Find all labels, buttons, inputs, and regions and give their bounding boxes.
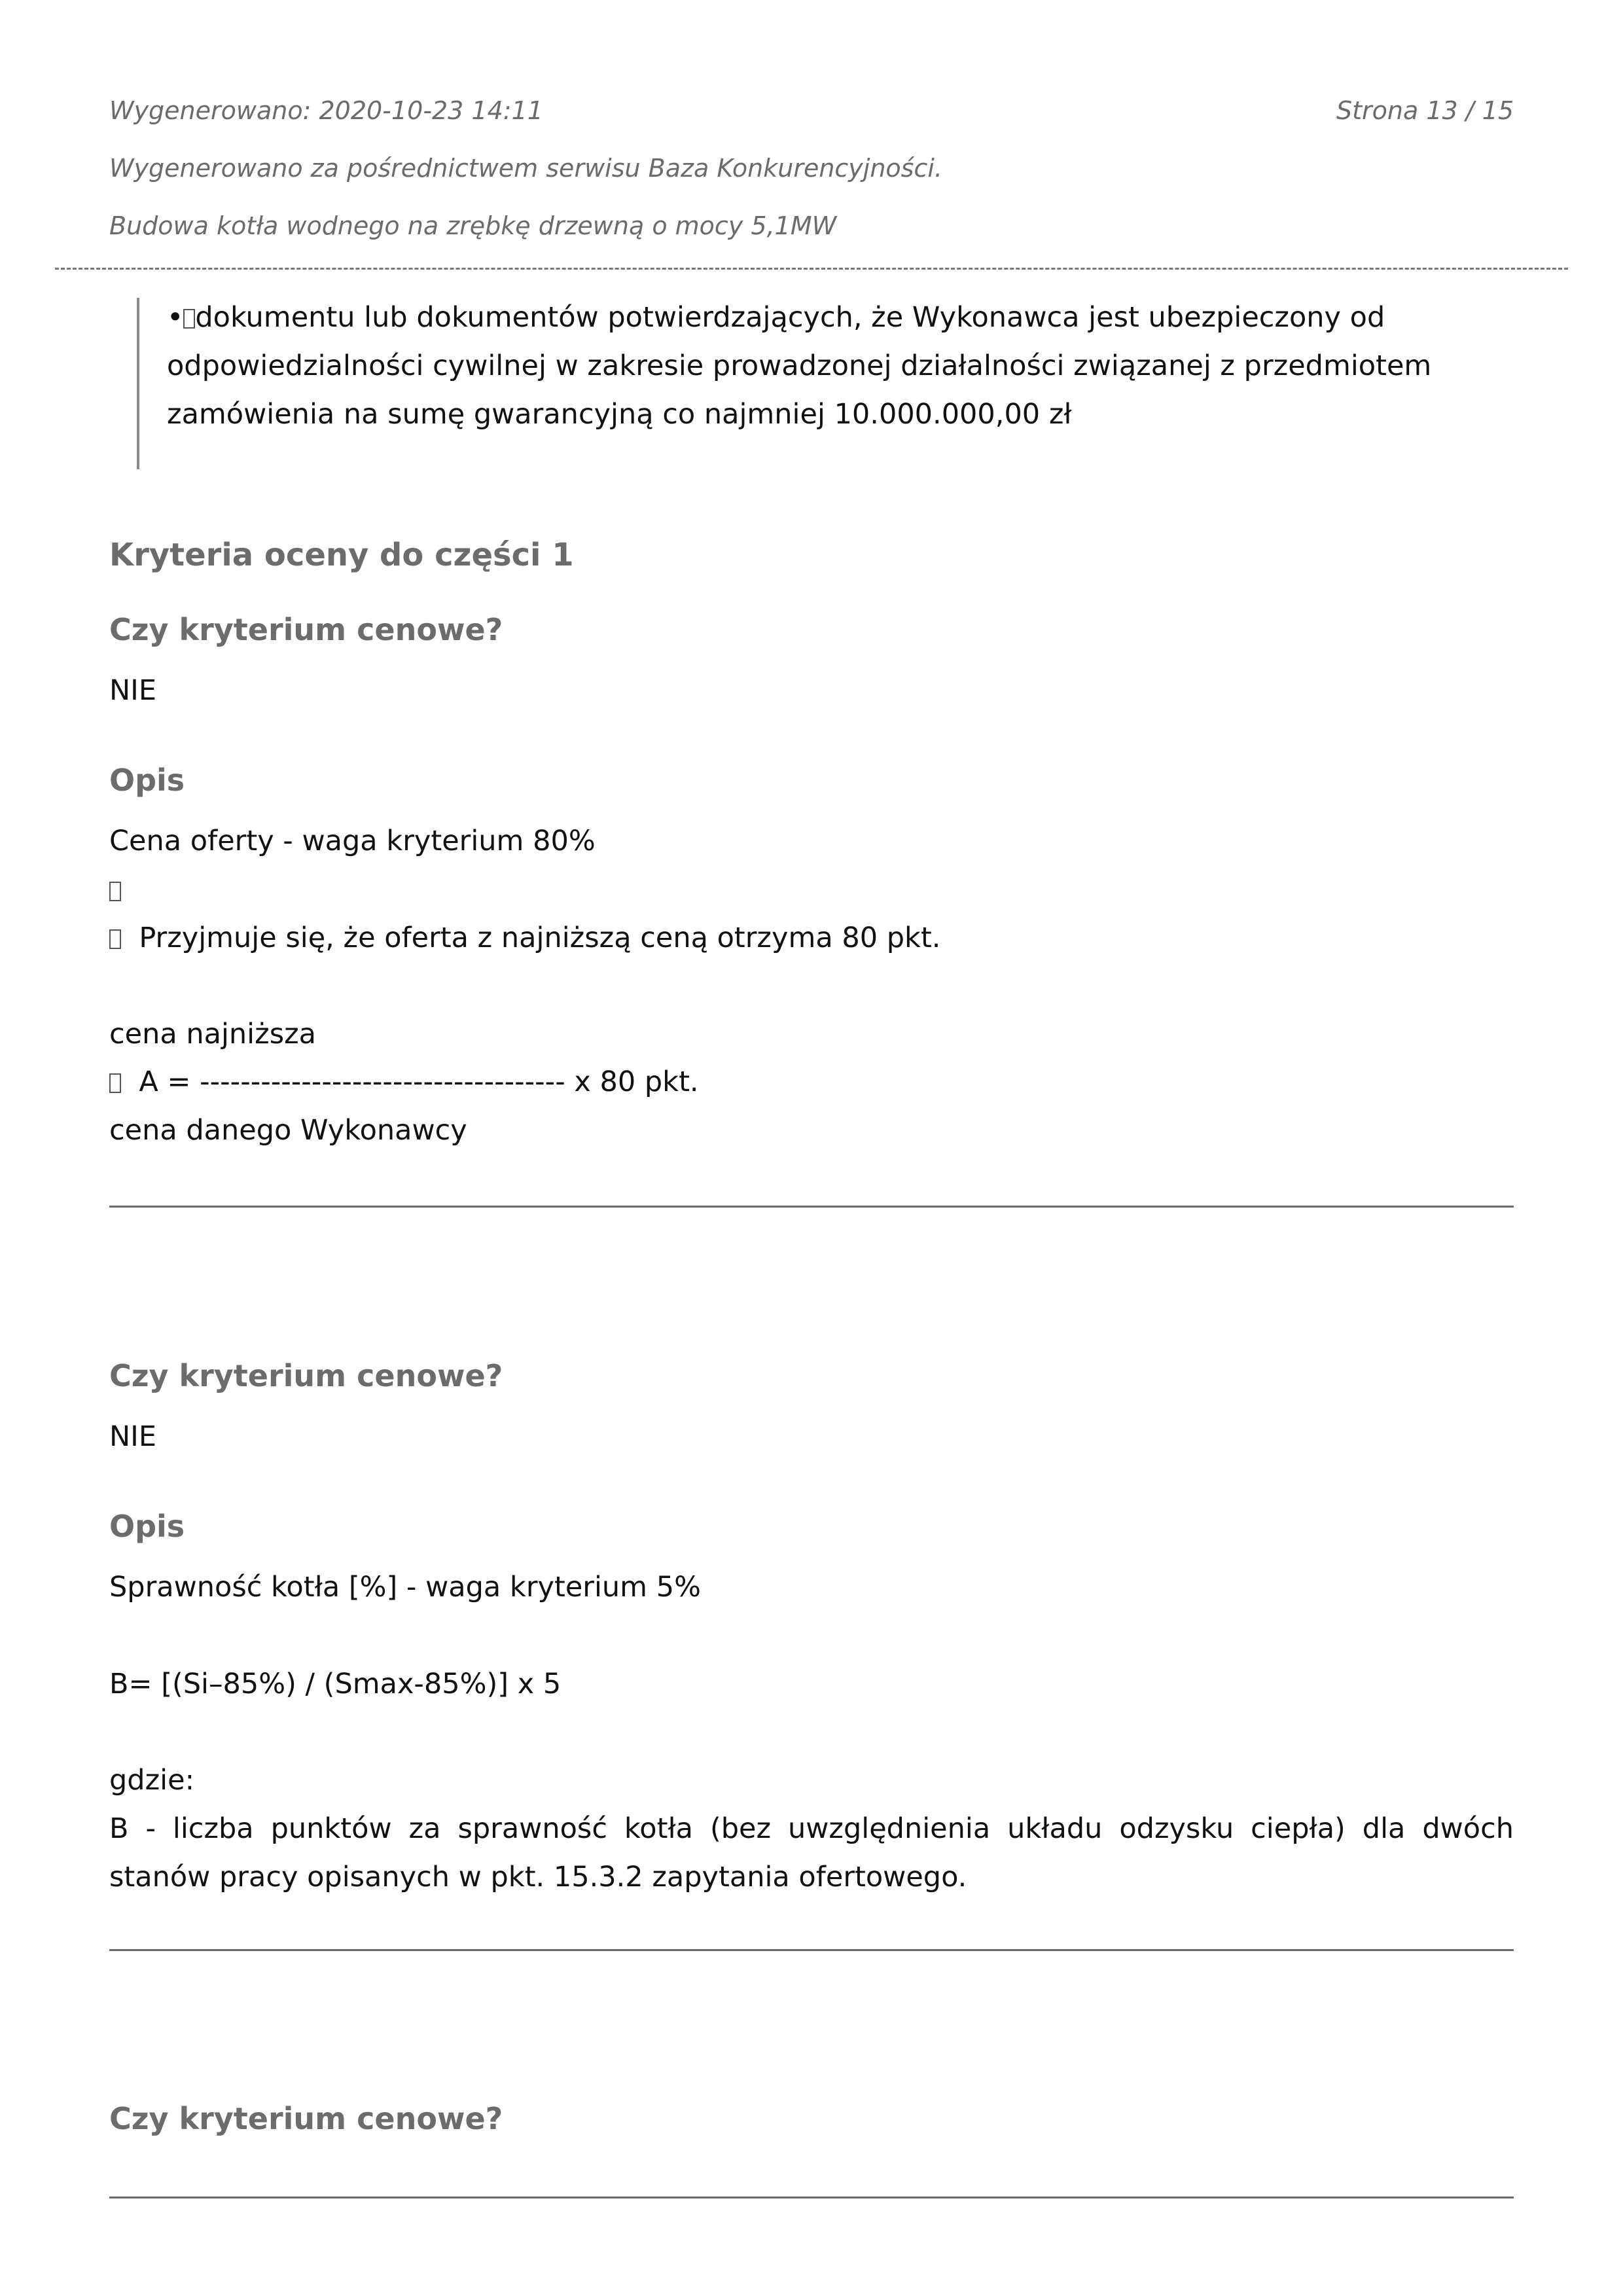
blockquote-text [167,293,1450,439]
criterion-1-line-3-text: Przyjmuje się, że oferta z najniższą ceną otrzyma 80 pkt. [139,922,941,954]
missing-glyph-icon [109,882,121,901]
criterion-1-line-6: cena danego Wykonawcy [109,1114,467,1147]
section-title: Kryteria oceny do części 1 [109,537,574,573]
blockquote-bar [137,298,139,469]
criterion-divider [109,2197,1514,2198]
criterion-2-price-question: Czy kryterium cenowe? [109,1358,503,1393]
criterion-1-line-5 [109,1066,699,1098]
blockquote-content: dokumentu lub dokumentów potwierdzających, że Wykonawca jest ubezpieczony od odpowiedzialności cywilnej w zakresie prowadzonej działalności związanej z przedmiotem zamówienia na sumę gwarancyjną co najmniej 10.000.000,00 zł [167,301,1432,431]
criterion-1-line-1: Cena oferty - waga kryterium 80% [109,825,596,857]
generated-timestamp: Wygenerowano: 2020-10-23 14:11 [109,96,543,125]
criterion-1-price-question: Czy kryterium cenowe? [109,612,503,647]
criterion-2-line-3: gdzie: [109,1764,195,1797]
criterion-1-line-3 [109,922,940,954]
criterion-1-desc-label: Opis [109,762,185,798]
bullet: • [167,301,184,334]
missing-glyph-icon [109,1073,121,1093]
criterion-1-formula: A = ------------------------------------ x 80 pkt. [139,1066,699,1098]
criterion-1-line-4: cena najniższa [109,1018,317,1050]
missing-glyph-icon [183,309,195,329]
page-number: Strona 13 / 15 [1336,96,1514,125]
criterion-3-price-question: Czy kryterium cenowe? [109,2101,503,2136]
criterion-1-price-answer: NIE [109,674,157,707]
document-title: Budowa kotła wodnego na zrębkę drzewną o mocy 5,1MW [109,211,837,240]
criterion-2-price-answer: NIE [109,1420,157,1453]
criterion-2-desc-label: Opis [109,1509,185,1544]
header-divider [55,268,1568,270]
criterion-divider [109,1206,1514,1208]
criterion-2-line-1: Sprawność kotła [%] - waga kryterium 5% [109,1571,701,1604]
missing-glyph-icon [109,929,121,949]
criterion-1-line-2 [109,874,121,906]
criterion-2-explanation: B - liczba punktów za sprawność kotła (bez uwzględnienia układu odzysku ciepła) dla dwóch stanów pracy opisanych w pkt. 15.3.2 zapytania ofertowego. [109,1812,1514,1893]
criterion-2-formula: B= [(Si–85%) / (Smax-85%)] x 5 [109,1668,562,1700]
criterion-divider [109,1949,1514,1951]
service-note: Wygenerowano za pośrednictwem serwisu Baza Konkurencyjności. [109,154,942,183]
